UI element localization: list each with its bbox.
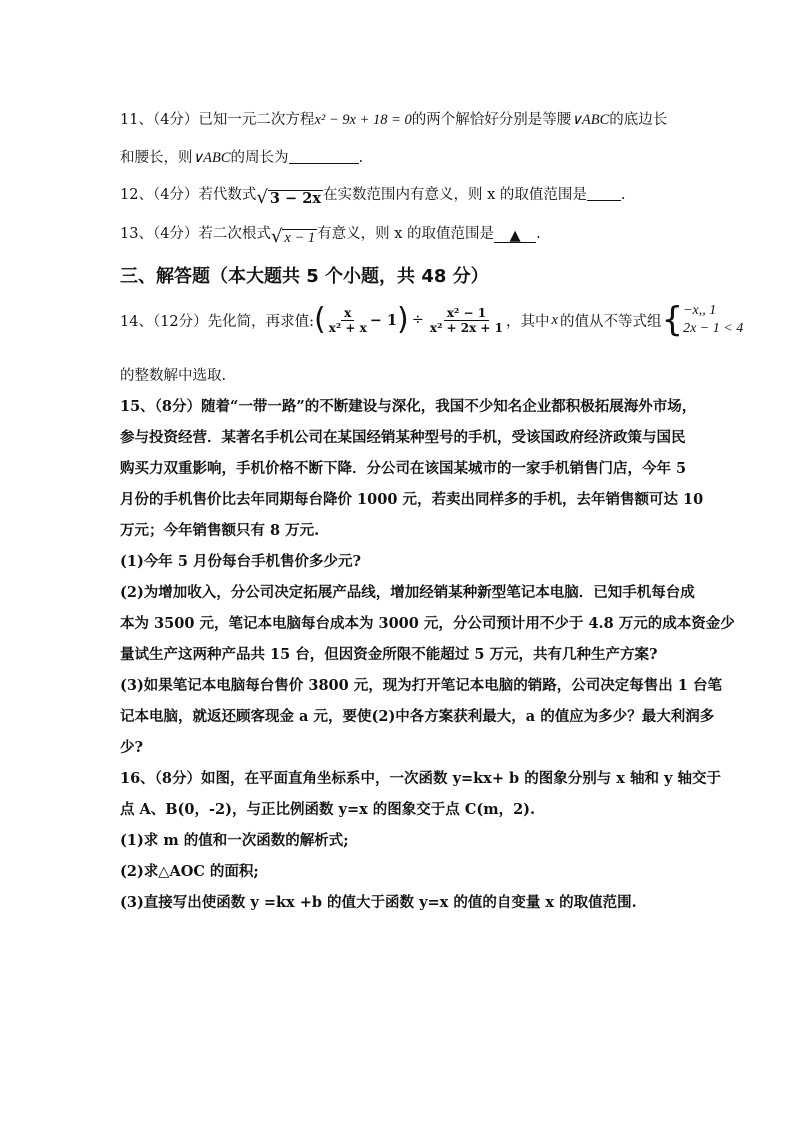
q14-line1 bbox=[120, 302, 743, 338]
q15-line-10: 记本电脑，就返还顾客现金 a 元，要使(2)中各方案获利最大，a 的值应为多少？最大利润多 bbox=[120, 708, 715, 725]
q14-inequality-system: { −x,, 1 2x − 1 < 4 bbox=[661, 300, 744, 340]
q13-answer-blank[interactable] bbox=[494, 228, 536, 243]
q15-line-6: (2)为增加收入，分公司决定拓展产品线，增加经销某种新型笔记本电脑．已知手机每台成 bbox=[120, 584, 695, 601]
q15-line-0: 15、（8分）随着“一带一路”的不断建设与深化，我国不少知名企业都积极拓展海外市场， bbox=[120, 398, 697, 415]
q13-sqrt: √ x − 1 bbox=[270, 226, 316, 247]
q14-ineq1: −x,, 1 bbox=[683, 303, 717, 318]
q14-prefix: 14、（12分）先化简，再求值: bbox=[120, 313, 315, 330]
q14-divide: ÷ bbox=[411, 312, 424, 328]
q12-line bbox=[120, 183, 626, 207]
q11-line1 bbox=[120, 108, 667, 129]
q13-line bbox=[120, 222, 541, 246]
q11-period: . bbox=[358, 150, 364, 166]
q16-line-4: (3)直接写出使函数 y =kx +b 的值大于函数 y=x 的值的自变量 x 的取值范围. bbox=[120, 894, 637, 911]
q14-line2: 的整数解中选取. bbox=[120, 368, 227, 384]
q11-answer-blank[interactable] bbox=[289, 149, 359, 164]
q14-fraction-2 bbox=[427, 306, 506, 335]
q15-line-4: 万元；今年销售额只有 8 万元. bbox=[120, 522, 320, 539]
q16-line-1: 点 A、B(0，-2)，与正比例函数 y=x 的图象交于点 C(m，2). bbox=[120, 801, 536, 818]
q11-line2-prefix: 和腰长，则 bbox=[120, 150, 193, 166]
q14-ineq2: 2x − 1 < 4 bbox=[683, 321, 744, 336]
q13-period: . bbox=[536, 226, 541, 242]
q14-middle: ，其中 bbox=[506, 313, 550, 330]
q15-line-11: 少? bbox=[120, 739, 143, 756]
q14-f2-den: x² + 2x + 1 bbox=[429, 320, 504, 335]
q12-prefix: 12、（4分）若代数式 bbox=[120, 187, 257, 203]
q14-f2-num: x² − 1 bbox=[444, 306, 489, 321]
q15-line-2: 购买力双重影响，手机价格不断下降．分公司在该国某城市的一家手机销售门店，今年 5 bbox=[120, 460, 687, 477]
section-heading: 三、解答题（本大题共 5 个小题，共 48 分） bbox=[120, 266, 489, 287]
q15-line-3: 月份的手机售价比去年同期每台降价 1000 元，若卖出同样多的手机，去年销售额可达 10 bbox=[120, 491, 704, 508]
q11-line2-triangle: ∨ABC bbox=[192, 150, 231, 166]
q14-fraction-1 bbox=[326, 306, 370, 335]
q15-line-8: 量试生产这两种产品共 15 台，但因资金所限不能超过 5 万元，共有几种生产方案? bbox=[120, 646, 658, 663]
q13-radicand: x − 1 bbox=[284, 230, 316, 246]
q14-left-paren: ( bbox=[314, 302, 326, 337]
q13-marker: ▲ bbox=[509, 228, 521, 244]
q14-var: x bbox=[551, 311, 558, 328]
q11-middle: 的两个解恰好分别是等腰 bbox=[411, 112, 572, 128]
q11-line2-suffix: 的周长为 bbox=[230, 150, 289, 166]
q11-suffix: 的底边长 bbox=[609, 112, 668, 128]
q16-line-2: (1)求 m 的值和一次函数的解析式; bbox=[120, 832, 349, 849]
q15-line-9: (3)如果笔记本电脑每台售价 3800 元，现为打开笔记本电脑的销路，公司决定每售出 1 台笔 bbox=[120, 677, 722, 694]
q14-right-paren: ) bbox=[397, 302, 409, 337]
q13-suffix: 有意义，则 x 的取值范围是 bbox=[317, 226, 495, 242]
q12-suffix: 在实数范围内有意义，则 x 的取值范围是 bbox=[323, 187, 587, 203]
q11-triangle: ∨ABC bbox=[571, 112, 610, 128]
q14-f1-num: x bbox=[341, 306, 354, 321]
q12-period: . bbox=[620, 187, 626, 203]
q15-line-7: 本为 3500 元，笔记本电脑每台成本为 3000 元，分公司预计用不少于 4.8 万元的成本资金少 bbox=[120, 615, 735, 632]
q14-f1-den: x² + x bbox=[328, 320, 367, 335]
q14-middle2: 的值从不等式组 bbox=[559, 313, 662, 330]
q15-line-5: (1)今年 5 月份每台手机售价多少元? bbox=[120, 553, 361, 570]
q14-minus-one: − 1 bbox=[369, 311, 398, 329]
q12-radicand: 3 − 2x bbox=[269, 190, 321, 207]
q16-line-3: (2)求△AOC 的面积; bbox=[120, 863, 259, 880]
q13-prefix: 13、（4分）若二次根式 bbox=[120, 226, 271, 242]
q12-answer-blank[interactable] bbox=[587, 186, 621, 201]
q16-line-0: 16、（8分）如图，在平面直角坐标系中，一次函数 y=kx+ b 的图象分别与 x 轴和 y 轴交于 bbox=[120, 770, 721, 787]
q11-line2 bbox=[120, 146, 363, 167]
q11-prefix: 11、（4分）已知一元二次方程 bbox=[120, 112, 315, 128]
q15-line-1: 参与投资经营．某著名手机公司在某国经销某种型号的手机，受该国政府经济政策与国民 bbox=[120, 429, 686, 446]
q12-sqrt: √ 3 − 2x bbox=[256, 187, 321, 208]
q11-equation: x² − 9x + 18 = 0 bbox=[314, 112, 412, 128]
